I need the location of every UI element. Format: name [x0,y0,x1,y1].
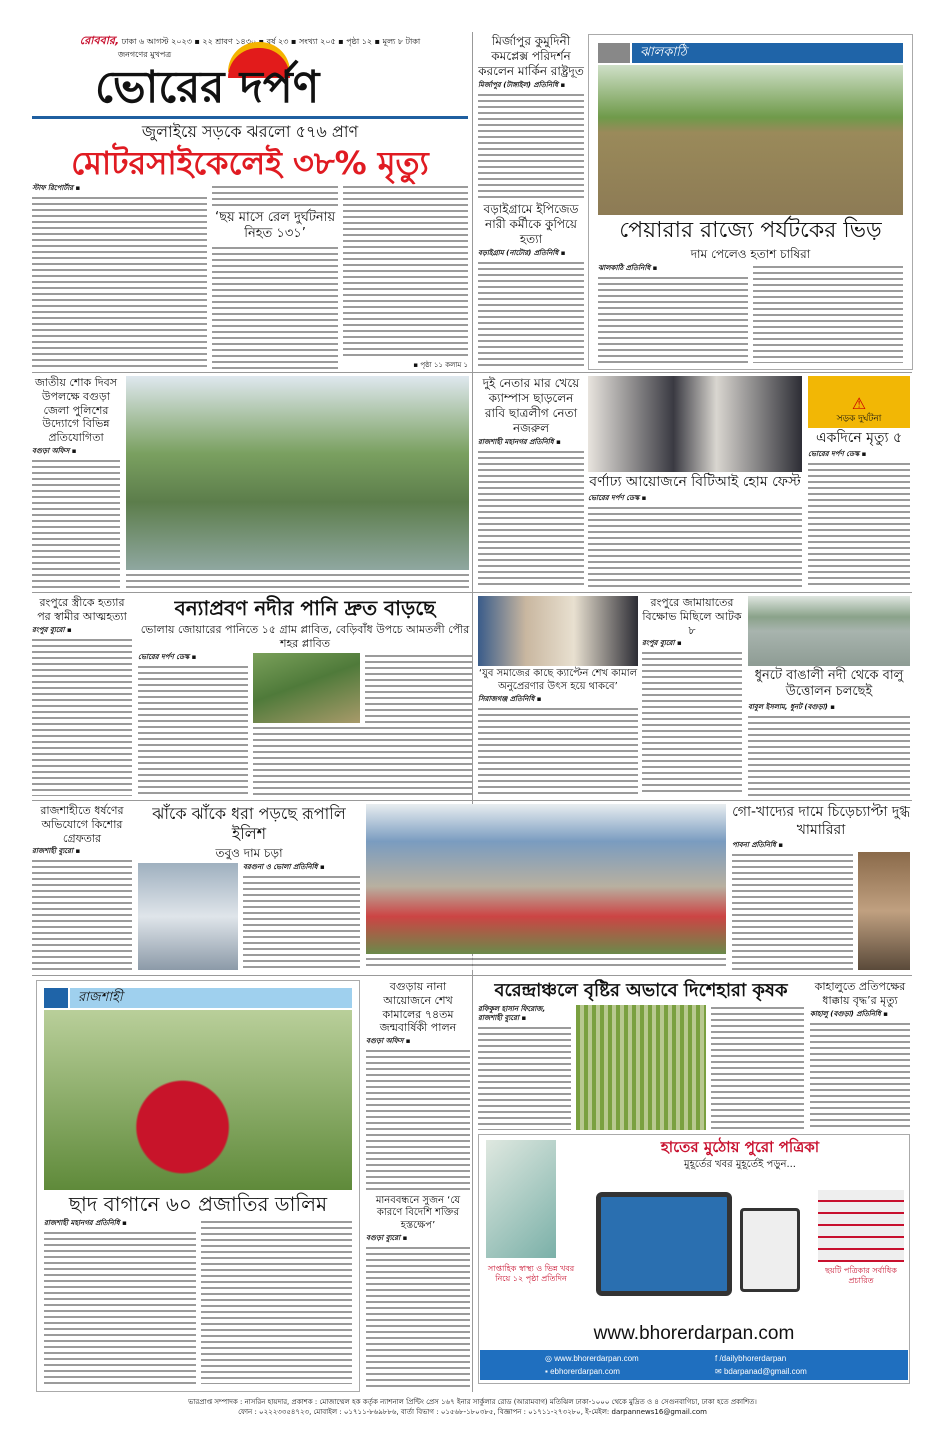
laptop-image [596,1192,732,1296]
story-headline[interactable]: ধুনটে বাঙালী নদী থেকে বালু উত্তোলন চলছেই [754,668,904,700]
story-column [32,804,132,970]
story-byline: ভোরের দর্পণ ডেস্ক ▪ [588,493,647,502]
story-headline[interactable]: জাতীয় শোক দিবস উপলক্ষে বগুড়া জেলা পুলিশের উদ্যোগে বিভিন্ন প্রতিযোগিতা [34,376,118,444]
wreath-ceremony-photo [366,804,726,954]
story-byline: রাজশাহী ব্যুরো ▪ [32,847,81,856]
lead-body-3 [343,184,468,358]
story-body [711,1005,804,1131]
story-body [642,650,742,796]
newspaper-logo: ভোরের দর্পণ [95,62,320,113]
story-byline: বগুড়া অফিস ▪ [32,446,77,455]
road-accident-badge [808,376,910,428]
lead-sub-body [212,245,337,371]
story-body [478,92,584,200]
section-label: রাজশাহী [70,988,352,1008]
newspaper-stack-image [818,1190,904,1262]
story-column [138,596,472,796]
lead-kicker: জুলাইয়ে সড়কে ঝরলো ৫৭৬ প্রাণ [141,122,359,141]
story-headline[interactable]: বরেন্দ্রাঞ্চলে বৃষ্টির অভাবে দিশেহারা কৃষক [494,980,788,1001]
lead-headline[interactable]: মোটরসাইকেলেই ৩৮% মৃত্যু [71,144,429,182]
ad-left-text: সাপ্তাহিক স্বাস্থ্য ও ভিন্ন খবর নিয়ে ১২ পৃষ্ঠা প্রতিদিন [487,1264,575,1283]
story-body [588,505,802,588]
boats-photo [598,65,903,215]
story-headline[interactable]: বগুড়ায় নানা আয়োজনে শেখ কামালের ৭৪তম জন্মবার্ষিকী পালন [379,980,457,1035]
story-column [642,596,742,796]
story-body [138,664,248,796]
story-body [478,706,638,796]
lead-story [32,122,468,370]
story-body [32,858,132,970]
story-headline[interactable]: দুই নেতার মার খেয়ে ক্যাম্পাস ছাড়লেন রাবি ছাত্রলীগ নেতা নজরুল [482,376,580,435]
story-headline[interactable]: বড়াইগ্রামে ইপিজেড নারী কর্মীকে কুপিয়ে হত্যা [483,202,579,246]
section-label: ঝালকাঠি [632,43,903,63]
ad-title: হাতের মুঠোয় পুরো পত্রিকা [660,1138,820,1156]
tagline: জনগণের মুখপত্র [118,50,172,59]
pomegranate-photo [44,1010,352,1190]
tribute-photo [478,596,638,666]
story-subhead: তবুও দাম চড়া [215,846,283,860]
story-column [138,804,360,970]
flood-house-photo [126,376,469,570]
divider [32,800,912,801]
story-byline: মির্জাপুর (টাঙ্গাইল) প্রতিনিধি ▪ [478,81,566,89]
story-headline[interactable]: বন্যাপ্রবণ নদীর পানি দ্রুত বাড়ছে [174,596,436,620]
home-fest-photo [588,376,802,472]
story-body [732,852,853,970]
story-column [588,376,802,588]
story-byline: বরগুনা ও ভোলা প্রতিনিধি ▪ [243,863,325,871]
facebook-text: /dailybhorerdarpan [719,1354,787,1363]
farmer-photo [858,852,910,970]
story-headline[interactable]: রংপুরে জামায়াতের বিক্ষোভ মিছিলে আটক ৮ [642,596,742,637]
lead-subhead[interactable]: ‘ছয় মাসে রেল দুর্ঘটনায় নিহত ১৩১’ [215,210,336,242]
tablet-image [740,1208,800,1292]
photo-column [126,376,469,588]
photo-caption [366,956,726,970]
story-byline: বড়াইগ্রাম (নাটোর) প্রতিনিধি ▪ [478,249,566,257]
right-top-column [478,34,584,368]
divider [472,32,473,1392]
web-link[interactable] [545,1353,639,1364]
story-column [810,980,910,1130]
story-headline[interactable]: একদিনে মৃত্যু ৫ [815,430,903,446]
story-byline: ভোরের দর্পণ ডেস্ক ▪ [808,449,867,458]
story-body [478,1025,571,1130]
story-body [753,264,903,364]
story-column [32,596,132,796]
story-body [478,449,584,588]
mail-icon: ✉ [715,1367,724,1376]
section-block [598,43,630,63]
story-body [201,1219,353,1384]
lead-body [32,195,207,370]
story-headline[interactable]: পেয়ারার রাজ্যে পর্যটকের ভিড় [619,218,882,243]
masthead-rule [32,116,468,119]
story-byline: ভোরের দর্পণ ডেস্ক ▪ [138,652,197,661]
story-headline[interactable]: বর্ণাঢ্য আয়োজনে বিটিআই হোম ফেস্ট [589,474,801,490]
story-body [243,874,360,970]
web-text: www.bhorerdarpan.com [554,1354,639,1363]
story-subhead: ভোলায় জোয়ারের পানিতে ১৫ গ্রাম প্লাবিত, বেড়িবাঁধ উপচে আমতলী পৌর শহর প্লাবিত [140,623,470,650]
warning-sign-icon: ⚠ [851,394,867,413]
day-label: রোববার, [79,34,120,47]
imprint-line-1: ভারপ্রাপ্ত সম্পাদক : নাসরিন হায়দার, প্রকাশক : মোজাম্মেল হক কর্তৃক ন্যাশনাল প্রিন্টিং প্রেস ১৬৭ ইনার সার্কুলার রোড (আরামবাগ) মতিঝিল ঢাকা-১০০০ থেকে মুদ্রিত ও ৪ সেগুনবাগিচা, ঢাকা হতে প্রকাশিত। [188,1398,757,1406]
story-byline: বগুড়া ব্যুরো ▪ [366,1234,408,1243]
story-body [598,275,748,363]
story-column [366,980,470,1390]
story-headline[interactable]: ঝাঁকে ঝাঁকে ধরা পড়ছে রূপালি ইলিশ [152,804,346,843]
story-subhead: দাম পেলেও হতাশ চাষিরা [690,246,811,261]
story-body [253,725,472,796]
email-link[interactable] [715,1366,807,1377]
story-byline: কাহালু (বগুড়া) প্রতিনিধি ▪ [810,1009,889,1018]
epaper-icon: ▪ [545,1367,551,1376]
imprint-footer [30,1398,915,1418]
river-photo [748,596,910,666]
epaper-link[interactable] [545,1366,620,1377]
story-body [366,1245,470,1390]
email-text: bdarpanad@gmail.com [723,1367,807,1376]
story-column [732,804,910,970]
story-headline[interactable]: ‘যুব সমাজের কাছে ক্যাপ্টেন শেখ কামাল অনুপ্রেরণার উৎস হয়ে থাকবে’ [478,668,638,692]
story-body [365,653,472,724]
imprint-line-2: ফোন : ০২২২৩৩৫৪৭২৩, মোবাইল : ০১৭১১-৮৬৯৮৮৬, বার্তা বিভাগ : ০১৫৬৮-১৮০৩৮৫, বিজ্ঞাপন : ০১৭১১-২৭৩২৮০, ই-মেইল: darpannews16@gmail.com [238,1407,707,1416]
story-byline: বাবুল ইসলাম, ধুনট (বগুড়া) ▪ [748,702,836,711]
jhalokathi-box [588,34,913,370]
divider [32,592,912,593]
story-column [478,980,804,1130]
lead-body-2 [212,184,337,208]
story-headline[interactable]: মানববন্ধনে সুজন ‘যে কারণে বিদেশি শক্তির হস্তক্ষেপ’ [375,1194,461,1231]
story-headline[interactable]: গো-খাদ্যের দামে চিড়েচ্যাপ্টা দুগ্ধ খামারিরা [732,804,910,838]
lead-jump: ▪ পৃষ্ঠা ১১ কলাম ১ [413,361,468,369]
photo-caption [126,572,469,588]
ad-subtitle: মুহূর্তের খবর মুহূর্তেই পড়ুন... [684,1158,796,1170]
story-headline[interactable]: কাহালুতে প্রতিপক্ষের ধাক্কায় বৃদ্ধ’র মৃত্যু [814,980,906,1007]
photo-column [366,804,726,970]
divider [32,975,912,976]
story-byline: রংপুর ব্যুরো ▪ [32,625,72,634]
divider [32,372,912,373]
story-body [478,260,584,368]
facebook-link[interactable] [715,1353,786,1364]
story-byline: রাজশাহী মহানগর প্রতিনিধি ▪ [44,1219,127,1227]
story-column [748,596,910,796]
story-headline[interactable]: রাজশাহীতে ধর্ষণের অভিযোগে কিশোর গ্রেফতার [40,804,124,845]
rolled-newspaper-image [486,1140,556,1258]
epaper-text: ebhorerdarpan.com [550,1367,620,1376]
story-body [32,458,120,588]
dateline [60,34,440,49]
story-column [478,376,584,588]
story-byline: বগুড়া অফিস ▪ [366,1037,411,1045]
story-byline: রফিকুল হাসান ফিরোজ, রাজশাহী ব্যুরো ▪ [478,1004,546,1022]
rajshahi-box [36,980,360,1392]
story-body [808,461,910,588]
ad-right-text: ছয়টি পত্রিকার সর্বাধিক প্রচারিত [825,1266,897,1285]
story-byline: ঝালকাঠি প্রতিনিধি ▪ [598,263,658,272]
lead-byline: স্টাফ রিপোর্টার ▪ [32,184,81,192]
story-headline[interactable]: রংপুরে স্ত্রীকে হত্যার পর স্বামীর আত্মহত্যা [37,596,127,623]
date-text: ঢাকা ৬ আগস্ট ২০২৩ ▪ ২২ শ্রাবণ ১৪৩০ ▪ বর্ষ ২৩ ▪ সংখ্যা ২০৫ ▪ পৃষ্ঠা ১২ ▪ মূল্য ৮ টাকা [121,37,421,46]
story-column [32,376,120,588]
globe-icon: ◎ [545,1354,555,1363]
section-block [44,988,68,1008]
story-byline: রাজশাহী মহানগর প্রতিনিধি ▪ [478,438,561,446]
story-headline[interactable]: মির্জাপুর কুমুদিনী কমপ্লেক্স পরিদর্শন করলেন মার্কিন রাষ্ট্রদূত [478,34,584,78]
flood-photo [253,653,360,724]
badge-label: সড়ক দুর্ঘটনা [836,414,882,424]
paddy-field-photo [576,1005,706,1131]
story-byline: পাবনা প্রতিনিধি ▪ [732,841,784,849]
story-byline: রংপুর ব্যুরো ▪ [642,639,682,648]
facebook-icon: f [715,1354,720,1363]
story-byline: সিরাজগঞ্জ প্রতিনিধি ▪ [478,695,542,703]
story-body [810,1021,910,1130]
story-column [478,596,638,796]
story-body [44,1230,196,1384]
ad-heading [580,1138,900,1184]
story-body [32,637,132,796]
story-body [748,714,910,796]
hilsa-photo [138,863,238,970]
story-body [366,1048,470,1193]
story-column [808,376,910,588]
ad-website-link[interactable]: www.bhorerdarpan.com [593,1323,795,1344]
story-headline[interactable]: ছাদ বাগানে ৬০ প্রজাতির ডালিম [68,1192,328,1216]
